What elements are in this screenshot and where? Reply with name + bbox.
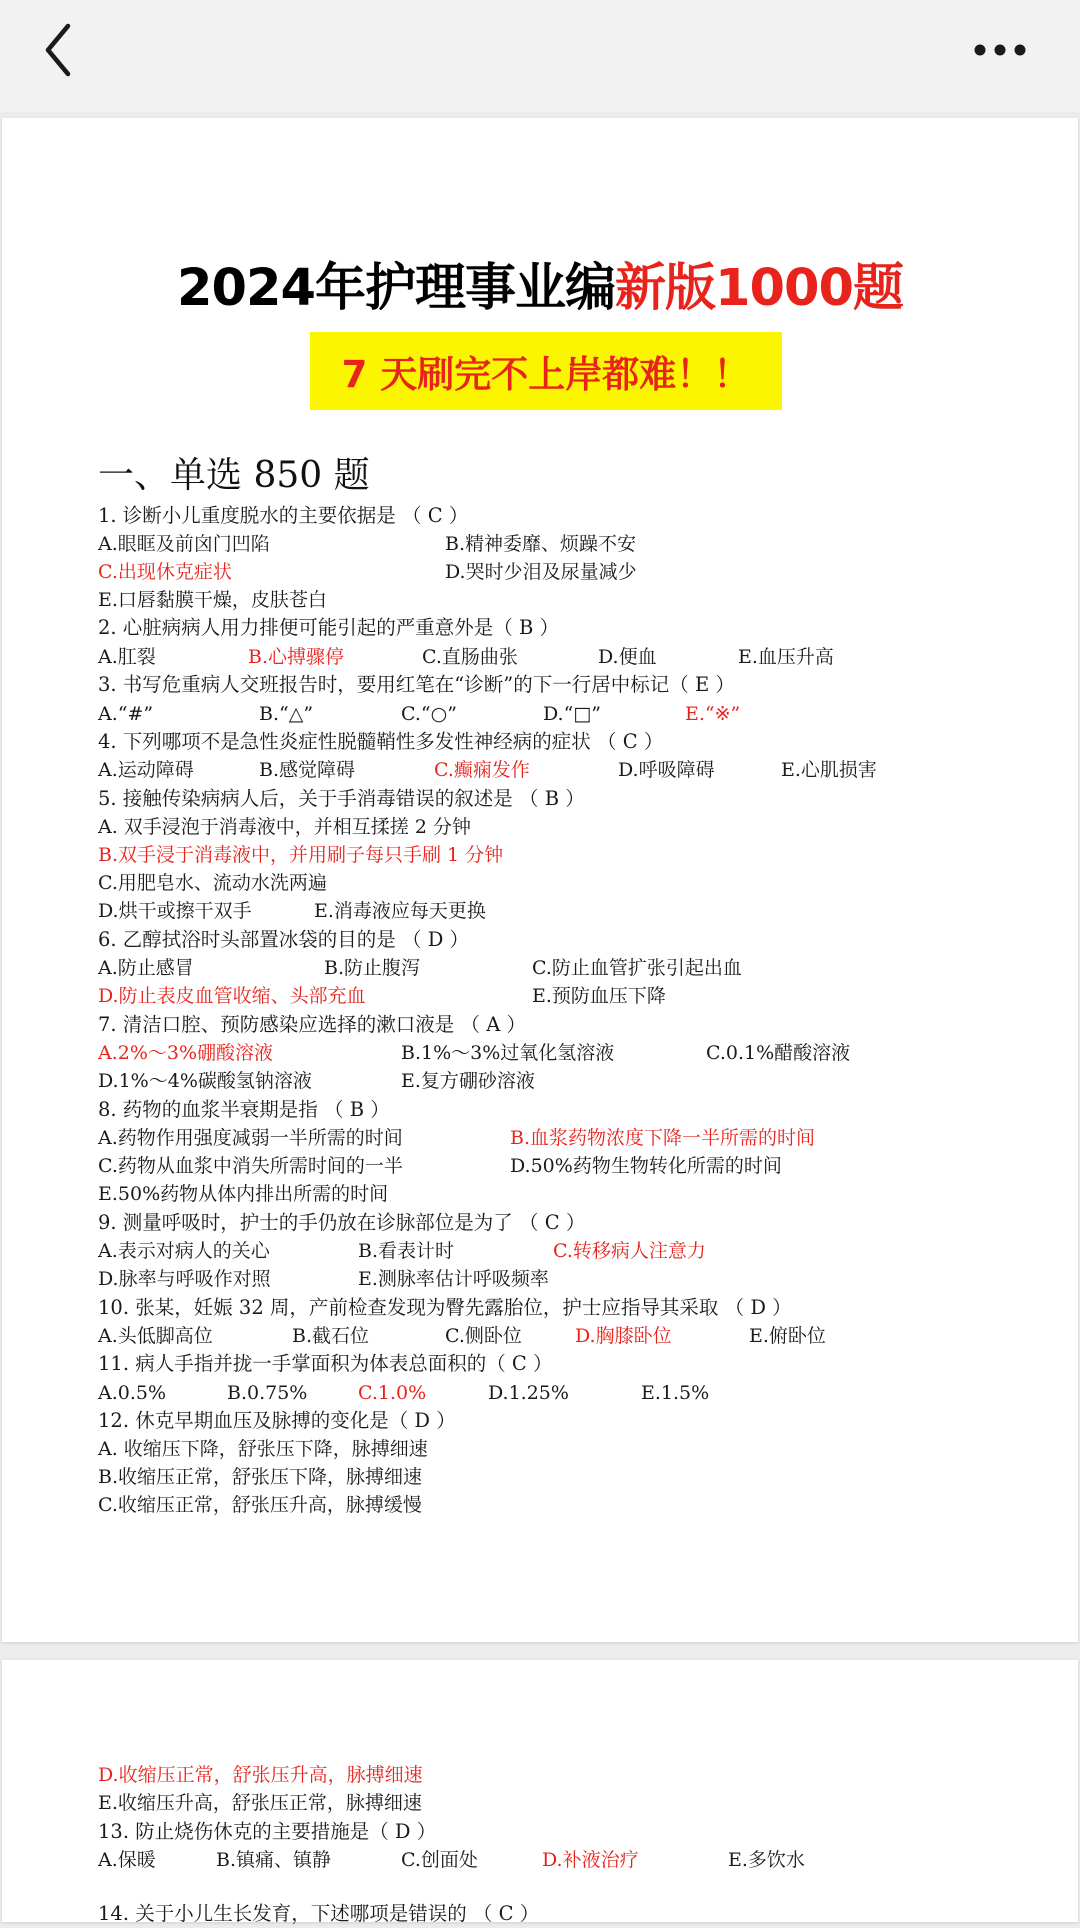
option: A. 双手浸泡于消毒液中，并相互揉搓 2 分钟 bbox=[98, 816, 471, 838]
more-dots-icon bbox=[968, 30, 1032, 70]
question-text: 5. 接触传染病病人后，关于手消毒错误的叙述是 （ B ） bbox=[98, 787, 585, 810]
option: A.眼眶及前囟门凹陷 bbox=[98, 533, 270, 555]
title-red-part: 新版1000题 bbox=[615, 259, 903, 318]
option: D.呼吸障碍 bbox=[618, 759, 715, 781]
option: A.头低脚高位 bbox=[98, 1325, 213, 1347]
option: A.运动障碍 bbox=[98, 759, 194, 781]
option: C.0.1%醋酸溶液 bbox=[706, 1042, 851, 1064]
question-text: 4. 下列哪项不是急性炎症性脱髓鞘性多发性神经病的症状 （ C ） bbox=[98, 730, 664, 753]
option: A.肛裂 bbox=[98, 646, 156, 668]
option: C.创面处 bbox=[401, 1849, 478, 1871]
correct-option: D.防止表皮血管收缩、头部充血 bbox=[98, 985, 366, 1007]
option: A.“#” bbox=[98, 703, 154, 725]
option: D.1%～4%碳酸氢钠溶液 bbox=[98, 1070, 312, 1092]
option: B.1%～3%过氧化氢溶液 bbox=[401, 1042, 615, 1064]
option: B.看表计时 bbox=[358, 1240, 455, 1262]
subtitle: 7 天刷完不上岸都难！！ bbox=[341, 353, 751, 396]
option: B.0.75% bbox=[227, 1382, 308, 1404]
option: C.“○” bbox=[401, 703, 457, 725]
option: B.防止腹泻 bbox=[324, 957, 421, 979]
correct-option: C.出现休克症状 bbox=[98, 561, 232, 583]
option: D.“□” bbox=[543, 703, 601, 725]
option: D.哭时少泪及尿量减少 bbox=[445, 561, 637, 583]
question-text: 9. 测量呼吸时，护士的手仍放在诊脉部位是为了 （ C ） bbox=[98, 1211, 586, 1234]
option: E.俯卧位 bbox=[749, 1325, 826, 1347]
option: A.表示对病人的关心 bbox=[98, 1240, 270, 1262]
question-text: 14. 关于小儿生长发育，下述哪项是错误的 （ C ） bbox=[98, 1902, 540, 1925]
question-text: 6. 乙醇拭浴时头部置冰袋的目的是 （ D ） bbox=[98, 928, 470, 951]
correct-option: C.癫痫发作 bbox=[434, 759, 530, 781]
option: A.0.5% bbox=[98, 1382, 167, 1404]
option: A.药物作用强度减弱一半所需的时间 bbox=[98, 1127, 403, 1149]
option: E.50%药物从体内排出所需的时间 bbox=[98, 1183, 389, 1205]
option: B.精神委靡、烦躁不安 bbox=[445, 533, 637, 555]
option: D.1.25% bbox=[488, 1382, 569, 1404]
option: E.血压升高 bbox=[738, 646, 834, 668]
option: B.镇痛、镇静 bbox=[216, 1849, 332, 1871]
question-text: 11. 病人手指并拢一手掌面积为体表总面积的（ C ） bbox=[98, 1352, 553, 1375]
question-text: 13. 防止烧伤休克的主要措施是（ D ） bbox=[98, 1820, 437, 1843]
option: E.1.5% bbox=[641, 1382, 710, 1404]
option: E.口唇黏膜干燥，皮肤苍白 bbox=[98, 589, 327, 611]
option: C.用肥皂水、流动水洗两遍 bbox=[98, 872, 327, 894]
option: D.便血 bbox=[598, 646, 657, 668]
subtitle-highlight bbox=[310, 332, 782, 410]
option: B.“△” bbox=[259, 703, 314, 725]
option: A.防止感冒 bbox=[98, 957, 194, 979]
option: C.防止血管扩张引起出血 bbox=[532, 957, 742, 979]
correct-option: E.“※” bbox=[685, 703, 741, 725]
correct-option: B.血浆药物浓度下降一半所需的时间 bbox=[510, 1127, 816, 1149]
option: A. 收缩压下降，舒张压下降，脉搏细速 bbox=[98, 1438, 428, 1460]
correct-option: C.转移病人注意力 bbox=[553, 1240, 706, 1262]
option: C.收缩压正常，舒张压升高，脉搏缓慢 bbox=[98, 1494, 422, 1516]
more-options-button[interactable] bbox=[968, 30, 1032, 70]
question-text: 3. 书写危重病人交班报告时，要用红笔在“诊断”的下一行居中标记（ E ） bbox=[98, 673, 735, 696]
option: E.多饮水 bbox=[728, 1849, 805, 1871]
option: C.侧卧位 bbox=[445, 1325, 522, 1347]
correct-option: D.收缩压正常，舒张压升高，脉搏细速 bbox=[98, 1764, 423, 1786]
option: E.预防血压下降 bbox=[532, 985, 666, 1007]
question-text: 8. 药物的血浆半衰期是指 （ B ） bbox=[98, 1098, 390, 1121]
question-text: 2. 心脏病病人用力排便可能引起的严重意外是（ B ） bbox=[98, 616, 560, 639]
option: E.心肌损害 bbox=[781, 759, 877, 781]
correct-option: B.心搏骤停 bbox=[248, 646, 345, 668]
question-text: 12. 休克早期血压及脉搏的变化是（ D ） bbox=[98, 1409, 456, 1432]
option: E.复方硼砂溶液 bbox=[401, 1070, 535, 1092]
back-button[interactable] bbox=[38, 20, 82, 80]
chevron-left-icon bbox=[38, 20, 82, 80]
option: E.消毒液应每天更换 bbox=[314, 900, 486, 922]
option: D.脉率与呼吸作对照 bbox=[98, 1268, 271, 1290]
option: B.收缩压正常，舒张压下降，脉搏细速 bbox=[98, 1466, 423, 1488]
correct-option: C.1.0% bbox=[358, 1382, 427, 1404]
question-text: 1. 诊断小儿重度脱水的主要依据是 （ C ） bbox=[98, 504, 469, 527]
option: E.收缩压升高，舒张压正常，脉搏细速 bbox=[98, 1792, 422, 1814]
top-navigation-bar bbox=[0, 0, 1080, 112]
option: C.直肠曲张 bbox=[422, 646, 518, 668]
correct-option: B.双手浸于消毒液中，并用刷子每只手刷 1 分钟 bbox=[98, 844, 504, 866]
correct-option: D.补液治疗 bbox=[542, 1849, 639, 1871]
correct-option: A.2%～3%硼酸溶液 bbox=[98, 1042, 274, 1064]
document-title bbox=[0, 246, 1080, 320]
question-text: 7. 清洁口腔、预防感染应选择的漱口液是 （ A ） bbox=[98, 1013, 526, 1036]
option: C.药物从血浆中消失所需时间的一半 bbox=[98, 1155, 403, 1177]
title-black-part: 2024年护理事业编 bbox=[177, 259, 615, 318]
option: D.烘干或擦干双手 bbox=[98, 900, 252, 922]
correct-option: D.胸膝卧位 bbox=[575, 1325, 672, 1347]
option: B.感觉障碍 bbox=[259, 759, 356, 781]
option: E.测脉率估计呼吸频率 bbox=[358, 1268, 549, 1290]
section-heading: 一、单选 850 题 bbox=[98, 455, 370, 496]
question-text: 10. 张某，妊娠 32 周，产前检查发现为臀先露胎位，护士应指导其采取 （ D ） bbox=[98, 1296, 792, 1319]
option: A.保暖 bbox=[98, 1849, 156, 1871]
option: B.截石位 bbox=[292, 1325, 370, 1347]
option: D.50%药物生物转化所需的时间 bbox=[510, 1155, 782, 1177]
